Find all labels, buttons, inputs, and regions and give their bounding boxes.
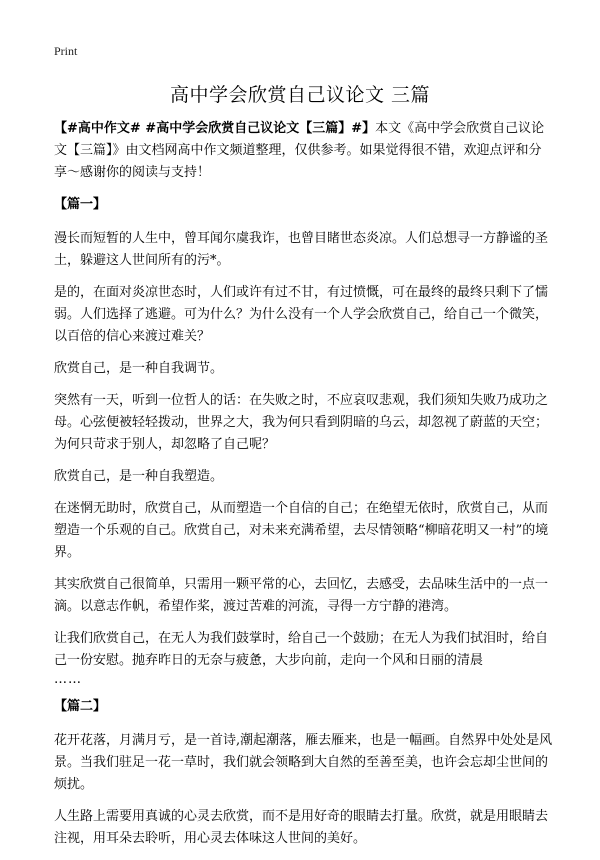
paragraph: 是的，在面对炎凉世态时，人们或许有过不甘，有过愤慨，可在最终的最终只剩下了懦弱。人们选择了逃避。可为什么？为什么没有一个人学会欣赏自己，给自己一个微笑，以百倍的信心来渡过难关？ — [54, 285, 549, 344]
paragraph: 欣赏自己，是一种自我调节。 — [54, 361, 224, 376]
section-heading-1: 【篇一】 — [54, 197, 107, 212]
paragraph: 其实欣赏自己很简单，只需用一颗平常的心，去回忆，去感受，去品味生活中的一点一滴。以意志作帆，希望作桨，渡过苦难的河流，寻得一方宁静的港湾。 — [54, 577, 549, 614]
document-body — [54, 118, 554, 860]
paragraph: 花开花落，月满月亏，是一首诗,潮起潮落，雁去雁来，也是一幅画。自然界中处处是风景。当我们驻足一花一草时，我们就会领略到大自然的至善至美，也许会忘却尘世间的烦扰。 — [54, 733, 553, 792]
paragraph: 让我们欣赏自己，在无人为我们鼓掌时，给自己一个鼓励；在无人为我们拭泪时，给自己一份安慰。抛弃昨日的无奈与疲惫，大步向前，走向一个风和日丽的清晨 — [54, 631, 549, 668]
paragraph: 人生路上需要用真诚的心灵去欣赏，而不是用好奇的眼睛去打量。欣赏，就是用眼睛去注视，用耳朵去聆听，用心灵去体味这人世间的美好。 — [54, 809, 549, 846]
document-title: 高中学会欣赏自己议论文 三篇 — [169, 84, 431, 106]
paragraph: 欣赏自己，是一种自我塑造。 — [54, 469, 224, 484]
intro-tag: 【#高中作文# #高中学会欣赏自己议论文【三篇】#】 — [54, 121, 376, 136]
print-label: Print — [54, 44, 78, 58]
intro-paragraph — [54, 118, 554, 184]
section-heading-2: 【篇二】 — [54, 699, 107, 714]
intro-text: 本文《高中学会欣赏自己议论文【三篇】》由文档网高中作文频道整理，仅供参考。如果觉得很不错，欢迎点评和分享～感谢你的阅读与支持！ — [54, 121, 545, 180]
ellipsis: …… — [54, 672, 82, 687]
paragraph: 突然有一天，听到一位哲人的话：在失败之时，不应哀叹悲观，我们须知失败乃成功之母。心弦便被轻轻拨动，世界之大，我为何只看到阴暗的乌云，却忽视了蔚蓝的天空；为何只苛求于别人，却忽略了自己呢？ — [54, 393, 549, 452]
paragraph: 在迷惘无助时，欣赏自己，从而塑造一个自信的自己；在绝望无依时，欣赏自己，从而塑造一个乐观的自己。欣赏自己，对未来充满希望，去尽情领略“柳暗花明又一村”的境界。 — [54, 501, 549, 560]
paragraph: 漫长而短暂的人生中，曾耳闻尔虞我诈，也曾目睹世态炎凉。人们总想寻一方静谧的圣土，躲避这人世间所有的污*。 — [54, 231, 549, 268]
